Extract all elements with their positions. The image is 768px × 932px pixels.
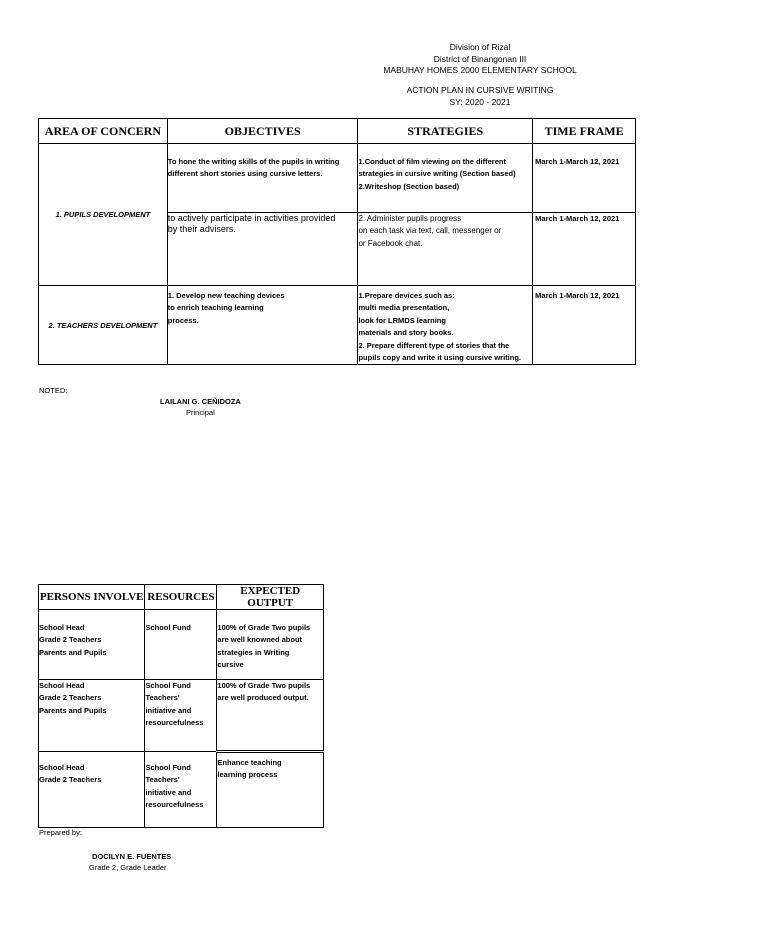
table-cell: To hone the writing skills of the pupils in writing different short stories using cursive letters. [167, 144, 358, 213]
prepared-label: Prepared by: [39, 828, 82, 837]
table-cell: 2. Administer pupils progress on each task via text, call, messenger or or Facebook chat. [358, 213, 533, 286]
table-cell: Enhance teaching learning process [217, 752, 324, 828]
action-plan-table [38, 118, 636, 365]
table-cell: School Fund Teachers' initiative and resourcefulness [145, 752, 217, 828]
table-cell: to actively participate in activities provided by their advisers. [167, 213, 358, 286]
column-header-persons: PERSONS INVOLVE [39, 585, 145, 610]
table-cell: School Head Grade 2 Teachers Parents and Pupils [39, 610, 145, 680]
principal-role: Principal [186, 408, 215, 417]
school-year: SY: 2020 - 2021 [449, 97, 511, 107]
table-cell: 1.Conduct of film viewing on the different strategies in cursive writing (Section based) 2.Writeshop (Section based) [358, 144, 533, 213]
noted-label: NOTED: [39, 386, 68, 395]
table-cell: March 1-March 12, 2021 [533, 286, 636, 365]
district-name: District of Binangonan III [433, 54, 527, 64]
school-name: MABUHAY HOMES 2000 ELEMENTARY SCHOOL [383, 65, 577, 75]
table-cell: 100% of Grade Two pupils are well produced output. [217, 680, 324, 752]
preparer-role: Grade 2, Grade Leader [89, 863, 167, 872]
table-cell: School Head Grade 2 Teachers Parents and Pupils [39, 680, 145, 752]
table-cell: March 1-March 12, 2021 [533, 144, 636, 213]
division-name: Division of Rizal [449, 42, 511, 52]
resources-table [38, 584, 324, 828]
area-teachers-development: 2. TEACHERS DEVELOPMENT [39, 286, 168, 365]
area-pupils-development: 1. PUPILS DEVELOPMENT [39, 144, 168, 286]
table-cell: 1. Develop new teaching devices to enrich teaching learning process. [167, 286, 358, 365]
column-header-area: AREA OF CONCERN [39, 119, 168, 144]
table-cell: 100% of Grade Two pupils are well knowned about strategies in Writing cursive [217, 610, 324, 680]
column-header-expected-output: EXPECTED OUTPUT [217, 585, 324, 610]
column-header-objectives: OBJECTIVES [167, 119, 358, 144]
preparer-name: DOCILYN E. FUENTES [92, 852, 172, 861]
table-cell: School Fund [145, 610, 217, 680]
document-title: ACTION PLAN IN CURSIVE WRITING [406, 85, 554, 95]
table-cell: 1.Prepare devices such as: multi media presentation, look for LRMDS learning materials and story books. 2. Prepare different type of stories that the pupils copy and write it using cursive writing. [358, 286, 533, 365]
principal-name: LAILANI G. CEÑIDOZA [160, 397, 241, 406]
column-header-resources: RESOURCES [145, 585, 217, 610]
column-header-strategies: STRATEGIES [358, 119, 533, 144]
table-cell: School Fund Teachers' initiative and resourcefulness [145, 680, 217, 752]
table-cell: March 1-March 12, 2021 [533, 213, 636, 286]
table-cell: School Head Grade 2 Teachers [39, 752, 145, 828]
column-header-time-frame: TIME FRAME [533, 119, 636, 144]
